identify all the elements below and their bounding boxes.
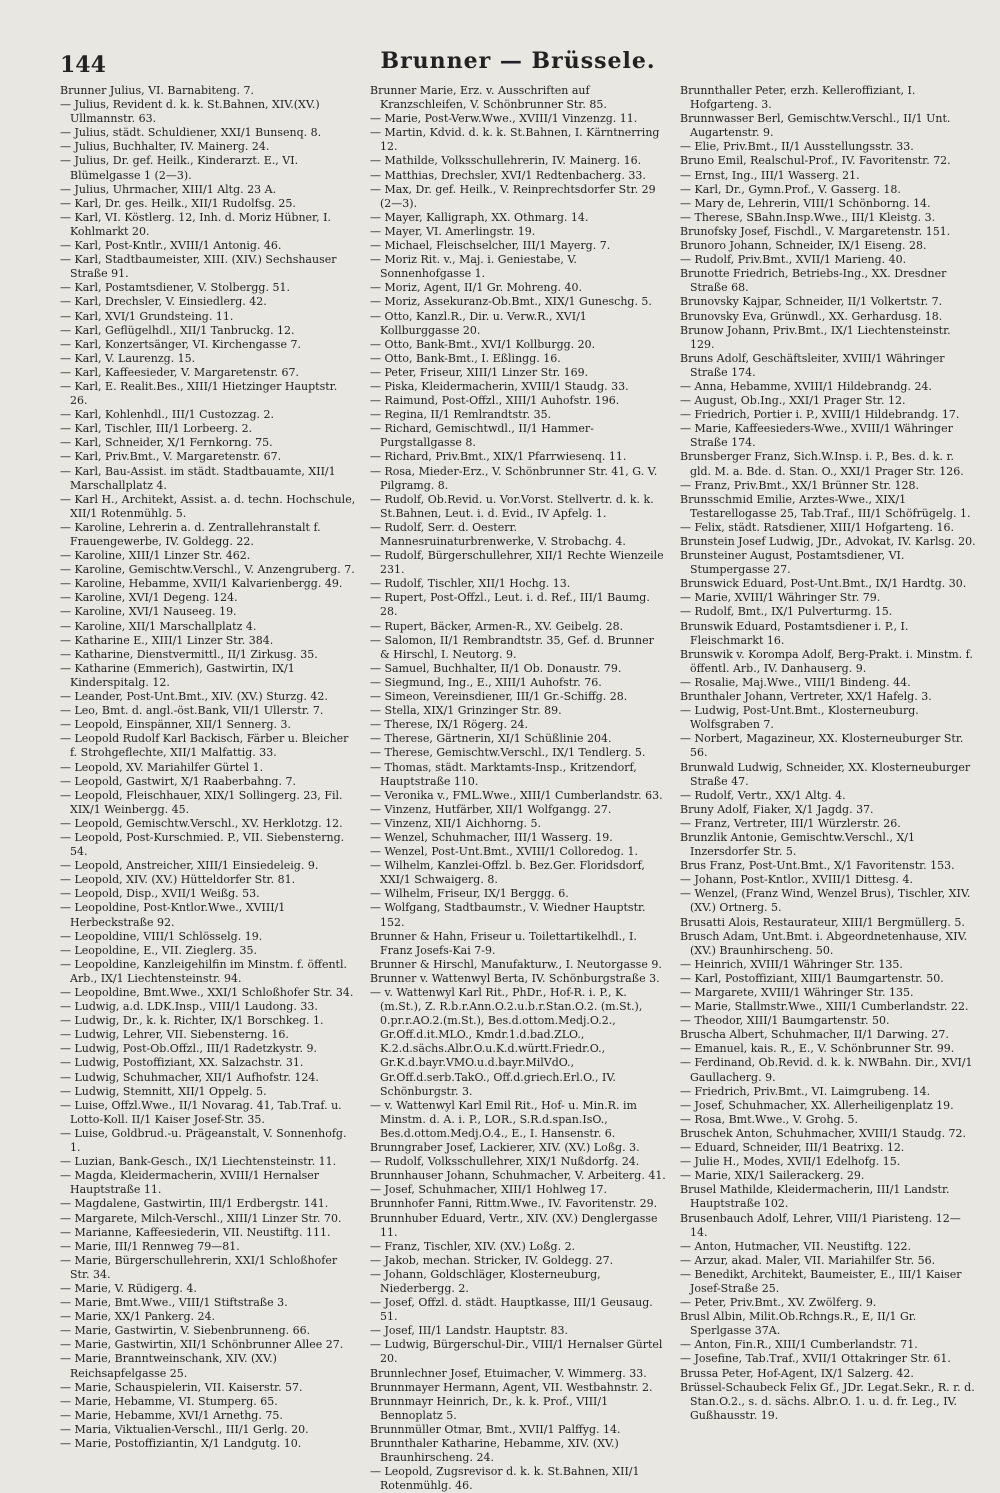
directory-entry: — Karl, Dr., Gymn.Prof., V. Gasserg. 18. xyxy=(680,182,901,196)
directory-entry: — Marie, Gastwirtin, V. Siebenbrunneng. 66. xyxy=(60,1324,311,1338)
directory-entry: — Johann, Goldschläger, Klosterneuburg, Niederbergg. 2. xyxy=(370,1267,601,1295)
directory-entry: — Karl, Schneider, X/1 Fernkorng. 75. xyxy=(60,436,273,450)
directory-entry: — Peter, Friseur, XIII/1 Linzer Str. 169. xyxy=(370,365,589,379)
directory-entry: — Ernst, Ing., III/1 Wasserg. 21. xyxy=(680,168,860,182)
directory-entry: — Franz, Priv.Bmt., XX/1 Brünner Str. 128. xyxy=(680,478,920,492)
directory-entry: — Salomon, II/1 Rembrandtstr. 35, Gef. d. Brunner & Hirschl, I. Neutorg. 9. xyxy=(370,633,654,661)
directory-entry: — Leo, Bmt. d. angl.-öst.Bank, VII/1 Ullerstr. 7. xyxy=(60,704,324,718)
directory-entry: Brunsschmid Emilie, Arztes-Wwe., XIX/1 Testarellogasse 25, Tab.Traf., III/1 Schöfrügelg. 1. xyxy=(680,492,971,520)
directory-entry: — Katharine (Emmerich), Gastwirtin, IX/1 Kinderspitalg. 12. xyxy=(60,661,295,689)
directory-entry: — Marie, XIX/1 Sailerackerg. 29. xyxy=(680,1169,865,1183)
directory-entry: — Karoline, XIII/1 Linzer Str. 462. xyxy=(60,549,251,563)
directory-entry: — Anna, Hebamme, XVIII/1 Hildebrandg. 24. xyxy=(680,379,932,393)
directory-entry: — Otto, Bank-Bmt., XVI/1 Kollburgg. 20. xyxy=(370,337,596,351)
directory-entry: Brunnhofer Fanni, Rittm.Wwe., IV. Favoritenstr. 29. xyxy=(370,1197,658,1211)
directory-entry: Brunnmayr Heinrich, Dr., k. k. Prof., VIII/1 Bennoplatz 5. xyxy=(370,1394,609,1422)
directory-entry: — Ludwig, Dr., k. k. Richter, IX/1 Borschkeg. 1. xyxy=(60,1014,324,1028)
directory-entry: — Siegmund, Ing., E., XIII/1 Auhofstr. 76. xyxy=(370,675,602,689)
directory-entry: — Marie, XX/1 Pankerg. 24. xyxy=(60,1310,215,1324)
directory-entry: — Mathilde, Volksschullehrerin, IV. Mainerg. 16. xyxy=(370,154,642,168)
directory-entry: — Ludwig, a.d. LDK.Insp., VIII/1 Laudong. 33. xyxy=(60,1000,318,1014)
directory-entry: Brunotte Friedrich, Betriebs-Ing., XX. Dresdner Straße 68. xyxy=(680,267,947,295)
directory-entry: — v. Wattenwyl Karl Emil Rit., Hof- u. Min.R. im Minstm. d. A. i. P., LOR., S.R.d.span.IsO., Bes.d.ottom.Medj.O.4., E., I. Hansenstr. 6. xyxy=(370,1098,637,1140)
directory-entry: — Rudolf, Tischler, XII/1 Hochg. 13. xyxy=(370,577,571,591)
directory-entry: — Emanuel, kais. R., E., V. Schönbrunner Str. 99. xyxy=(680,1042,955,1056)
directory-entry: — Benedikt, Architekt, Baumeister, E., III/1 Kaiser Josef-Straße 25. xyxy=(680,1267,962,1295)
directory-entry: — Rudolf, Volksschullehrer, XIX/1 Nußdorfg. 24. xyxy=(370,1155,640,1169)
directory-entry: — Marie, Schauspielerin, VII. Kaiserstr. 57. xyxy=(60,1380,303,1394)
directory-entry: — Norbert, Magazineur, XX. Klosterneuburger Str. 56. xyxy=(680,732,964,760)
directory-entry: — Moriz, Assekuranz-Ob.Bmt., XIX/1 Guneschg. 5. xyxy=(370,295,652,309)
directory-entry: — Rupert, Bäcker, Armen-R., XV. Geibelg. 28. xyxy=(370,619,624,633)
directory-entry: — Piska, Kleidermacherin, XVIII/1 Staudg. 33. xyxy=(370,379,629,393)
directory-entry: — Franz, Vertreter, III/1 Würzlerstr. 26. xyxy=(680,816,901,830)
directory-entry: — Karoline, Gemischtw.Verschl., V. Anzengruberg. 7. xyxy=(60,563,355,577)
directory-entry: — Marie, Kaffeesieders-Wwe., XVIII/1 Währinger Straße 174. xyxy=(680,422,953,450)
directory-entry: — Marie, V. Rüdigerg. 4. xyxy=(60,1281,197,1295)
directory-entry: Brunnmüller Otmar, Bmt., XVII/1 Palffyg. 14. xyxy=(370,1422,621,1436)
directory-entry: Brunthaler Johann, Vertreter, XX/1 Hafelg. 3. xyxy=(680,690,932,704)
directory-entry: — Karoline, XVI/1 Nauseeg. 19. xyxy=(60,605,237,619)
directory-entry: — Luise, Goldbrud.-u. Prägeanstalt, V. Sonnenhofg. 1. xyxy=(60,1126,347,1155)
directory-entry: Bruschek Anton, Schuhmacher, XVIII/1 Staudg. 72. xyxy=(680,1126,967,1140)
directory-entry: Brunstein Josef Ludwig, JDr., Advokat, IV. Karlsg. 20. xyxy=(680,535,976,548)
directory-entry: Bruno Emil, Realschul-Prof., IV. Favoritenstr. 72. xyxy=(680,154,951,168)
directory-entry: Brusenbauch Adolf, Lehrer, VIII/1 Piaristeng. 12—14. xyxy=(680,1211,961,1239)
directory-entry: — Marie, III/1 Rennweg 79—81. xyxy=(60,1239,240,1253)
directory-entry: — Leopoldine, Kanzleigehilfin im Minstm. f. öffentl. Arb., IX/1 Liechtensteinstr. 94. xyxy=(60,957,347,985)
directory-entry: — Ludwig, Stemnitt, XII/1 Oppelg. 5. xyxy=(60,1084,267,1098)
directory-entry: — Julius, Uhrmacher, XIII/1 Altg. 23 A. xyxy=(60,182,277,196)
directory-entry: Brunnhuber Eduard, Vertr., XIV. (XV.) Denglergasse 11. xyxy=(370,1211,658,1239)
directory-entry: — v. Wattenwyl Karl Rit., PhDr., Hof-R. i. P., K.(m.St.), Z. R.b.r.Ann.O.2.u.b.r.Stan.O.2. (m.St.), 0.pr.r.AO.2.(m.St.), Bes.d.ottom.Medj.O.2., Gr.Off.d.it.MLO., Kmdr.1.d.bad.ZLO., K.2.d.sächs.Albr.O.u.K.d.württ.Friedr.O., Gr.K.d.bayr.VMO.u.d.bayr.MilVdO., Gr.Off.d.serb.TakO., Off.d.griech.Erl.O., IV. Schönburgstr. 3. xyxy=(370,986,643,1098)
directory-entry: — Leopold, Gastwirt, X/1 Raaberbahng. 7. xyxy=(60,774,296,788)
directory-entry: — Leopoldine, VIII/1 Schlösselg. 19. xyxy=(60,929,263,943)
directory-entry: — Karl, Kaffeesieder, V. Margaretenstr. 67. xyxy=(60,365,299,379)
directory-entry: — Rudolf, Bürgerschullehrer, XII/1 Rechte Wienzeile 231. xyxy=(370,549,664,577)
directory-entry: — Leander, Post-Unt.Bmt., XIV. (XV.) Sturzg. 42. xyxy=(60,690,328,704)
directory-entry: — Mayer, VI. Amerlingstr. 19. xyxy=(370,224,536,238)
directory-entry: — Marie, Gastwirtin, XII/1 Schönbrunner Allee 27. xyxy=(60,1338,344,1352)
directory-entry: Brus Franz, Post-Unt.Bmt., X/1 Favoritenstr. 153. xyxy=(680,859,955,873)
directory-entry: — Simeon, Vereinsdiener, III/1 Gr.-Schiffg. 28. xyxy=(370,690,628,704)
directory-entry: — Mayer, Kalligraph, XX. Othmarg. 14. xyxy=(370,210,589,224)
page-header xyxy=(60,40,976,80)
directory-entry: — Leopold, Einspänner, XII/1 Sennerg. 3. xyxy=(60,718,291,732)
directory-entry: — Josef, Schuhmacher, XX. Allerheiligenplatz 19. xyxy=(680,1098,954,1112)
directory-entry: — Marie, Postoffiziantin, X/1 Landgutg. 10. xyxy=(60,1437,302,1450)
directory-entry: — Richard, Priv.Bmt., XIX/1 Pfarrwiesenq. 11. xyxy=(370,450,627,464)
directory-entry: Brunzlik Antonie, Gemischtw.Verschl., X/1 Inzersdorfer Str. 5. xyxy=(680,830,915,859)
directory-entry: — Anton, Hutmacher, VII. Neustiftg. 122. xyxy=(680,1239,911,1253)
column-3 xyxy=(680,84,976,1493)
directory-entry: — Karl, Tischler, III/1 Lorbeerg. 2. xyxy=(60,422,253,436)
directory-entry: — Peter, Priv.Bmt., XV. Zwölferg. 9. xyxy=(680,1296,877,1310)
directory-entry: — Karl, V. Laurenzg. 15. xyxy=(60,351,196,365)
directory-entry: — Karoline, Lehrerin a. d. Zentrallehranstalt f. Frauengewerbe, IV. Goldegg. 22. xyxy=(60,520,321,548)
directory-entry: Brunovsky Kajpar, Schneider, II/1 Volkertstr. 7. xyxy=(680,295,943,309)
directory-entry: Brunwald Ludwig, Schneider, XX. Klosterneuburger Straße 47. xyxy=(680,760,971,788)
directory-entry: — Marie, Hebamme, XVI/1 Arnethg. 75. xyxy=(60,1408,283,1422)
directory-entry: Bruny Adolf, Fiaker, X/1 Jagdg. 37. xyxy=(680,802,874,816)
directory-entry: — Elie, Priv.Bmt., II/1 Ausstellungsstr. 33. xyxy=(680,140,914,154)
directory-entry: Brunswik v. Korompa Adolf, Berg-Prakt. i. Minstm. f. öffentl. Arb., IV. Danhauserg. 9. xyxy=(680,647,973,675)
directory-entry: — Karl, Geflügelhdl., XII/1 Tanbruckg. 12. xyxy=(60,323,295,337)
directory-entry: — Richard, Gemischtwdl., II/1 Hammer-Purgstallgasse 8. xyxy=(370,422,594,450)
directory-entry: Brusel Mathilde, Kleidermacherin, III/1 Landstr. Hauptstraße 102. xyxy=(680,1183,950,1211)
directory-entry: — Luise, Offzl.Wwe., II/1 Novarag. 41, Tab.Traf. u. Lotto-Koll. II/1 Kaiser Josef-Str. 35. xyxy=(60,1098,342,1126)
directory-entry: — Julius, Revident d. k. k. St.Bahnen, XIV.(XV.) Ullmannstr. 63. xyxy=(60,98,320,126)
columns xyxy=(60,84,976,1493)
directory-entry: — Rosalie, Maj.Wwe., VIII/1 Bindeng. 44. xyxy=(680,675,911,689)
directory-entry: Brunnlechner Josef, Etuimacher, V. Wimmerg. 33. xyxy=(370,1366,647,1380)
directory-entry: — Karl H., Architekt, Assist. a. d. techn. Hochschule, XII/1 Rotenmühlg. 5. xyxy=(60,492,356,520)
directory-entry: — Otto, Kanzl.R., Dir. u. Verw.R., XVI/1 Kollburggasse 20. xyxy=(370,309,587,337)
directory-entry: — Theodor, XIII/1 Baumgartenstr. 50. xyxy=(680,1014,890,1028)
directory-entry: — Thomas, städt. Marktamts-Insp., Kritzendorf, Hauptstraße 110. xyxy=(370,760,637,788)
directory-entry: — Leopoldine, Post-Kntlor.Wwe., XVIII/1 Herbeckstraße 92. xyxy=(60,901,286,929)
directory-entry: — Leopold Rudolf Karl Backisch, Färber u. Bleicher f. Strohgeflechte, XII/1 Malfattig. 33. xyxy=(60,732,349,760)
directory-entry: — Josef, Schuhmacher, XIII/1 Hohlweg 17. xyxy=(370,1183,607,1197)
directory-entry: — Leopold, Post-Kurschmied. P., VII. Siebensterng. 54. xyxy=(60,830,345,859)
directory-entry: — Julius, Dr. gef. Heilk., Kinderarzt. E., VI. Blümelgasse 1 (2—3). xyxy=(60,154,299,182)
directory-entry: Brusl Albin, Milit.Ob.Rchngs.R., E, II/1 Gr. Sperlgasse 37A. xyxy=(680,1310,917,1338)
directory-entry: — Mary de, Lehrerin, VIII/1 Schönborng. 14. xyxy=(680,196,931,210)
directory-entry: — Rudolf, Vertr., XX/1 Altg. 4. xyxy=(680,788,846,802)
directory-entry: — Franz, Tischler, XIV. (XV.) Loßg. 2. xyxy=(370,1239,576,1253)
directory-entry: — Jakob, mechan. Stricker, IV. Goldegg. 27. xyxy=(370,1253,614,1267)
page-number: 144 xyxy=(60,52,106,78)
directory-entry: — Vinzenz, Hutfärber, XII/1 Wolfgangg. 27. xyxy=(370,802,612,816)
directory-entry: — Karl, Dr. ges. Heilk., XII/1 Rudolfsg. 25. xyxy=(60,196,296,210)
directory-entry: — Marie, Hebamme, VI. Stumperg. 65. xyxy=(60,1394,278,1408)
directory-entry: Brunow Johann, Priv.Bmt., IX/1 Liechtensteinstr. 129. xyxy=(680,323,951,351)
page-title: Brunner — Brüssele. xyxy=(380,48,656,74)
directory-entry: — Ludwig, Postoffiziant, XX. Salzachstr. 31. xyxy=(60,1056,304,1070)
directory-entry: Bruscha Albert, Schuhmacher, II/1 Darwing. 27. xyxy=(680,1028,949,1042)
directory-entry: — Karl, Stadtbaumeister, XIII. (XIV.) Sechshauser Straße 91. xyxy=(60,253,337,281)
directory-entry: Brunngraber Josef, Lackierer, XIV. (XV.) Loßg. 3. xyxy=(370,1141,640,1155)
directory-entry: — Regina, II/1 Remlrandtstr. 35. xyxy=(370,408,552,422)
directory-entry: — Max, Dr. gef. Heilk., V. Reinprechtsdorfer Str. 29 (2—3). xyxy=(370,182,656,210)
directory-entry: — Marie, Stallmstr.Wwe., XIII/1 Cumberlandstr. 22. xyxy=(680,1000,969,1014)
directory-entry: — Leopold, Disp., XVII/1 Weißg. 53. xyxy=(60,887,260,901)
directory-entry: — Marie, Bmt.Wwe., VIII/1 Stiftstraße 3. xyxy=(60,1296,288,1310)
directory-entry: — Therese, SBahn.Insp.Wwe., III/1 Kleistg. 3. xyxy=(680,210,936,224)
directory-entry: Brunofsky Josef, Fischdl., V. Margaretenstr. 151. xyxy=(680,224,951,238)
column-1 xyxy=(60,84,356,1493)
directory-entry: — Josef, Offzl. d. städt. Hauptkasse, III/1 Geusaug. 51. xyxy=(370,1296,653,1324)
directory-entry: — Otto, Bank-Bmt., I. Eßlingg. 16. xyxy=(370,351,561,365)
directory-entry: — Leopoldine, Bmt.Wwe., XXI/1 Schloßhofer Str. 34. xyxy=(60,986,354,999)
directory-entry: Brunnthaller Peter, erzh. Kelleroffiziant, I. Hofgarteng. 3. xyxy=(680,84,916,112)
directory-entry: Brunnwasser Berl, Gemischtw.Verschl., II/1 Unt. Augartenstr. 9. xyxy=(680,112,951,140)
directory-entry: — Josefine, Tab.Traf., XVII/1 Ottakringer Str. 61. xyxy=(680,1352,951,1366)
directory-entry: — Therese, Gärtnerin, XI/1 Schüßlinie 204. xyxy=(370,732,612,746)
directory-entry: — Wenzel, Post-Unt.Bmt., XVIII/1 Colloredog. 1. xyxy=(370,845,639,859)
directory-entry: Brunner Marie, Erz. v. Ausschriften auf Kranzschleifen, V. Schönbrunner Str. 85. xyxy=(370,84,607,112)
directory-entry: — Therese, IX/1 Rögerg. 24. xyxy=(370,718,528,732)
directory-entry: — Johann, Post-Kntlor., XVIII/1 Dittesg. 4. xyxy=(680,873,913,887)
directory-entry: — Marie, Bürgerschullehrerin, XXI/1 Schloßhofer Str. 34. xyxy=(60,1253,338,1281)
directory-entry: — Stella, XIX/1 Grinzinger Str. 89. xyxy=(370,704,562,718)
directory-entry: — Karl, Postoffiziant, XIII/1 Baumgartenstr. 50. xyxy=(680,971,944,985)
directory-entry: — Samuel, Buchhalter, II/1 Ob. Donaustr. 79. xyxy=(370,661,622,675)
directory-entry: — Leopoldine, E., VII. Zieglerg. 35. xyxy=(60,943,257,957)
directory-entry: — Julius, Buchhalter, IV. Mainerg. 24. xyxy=(60,140,270,154)
directory-entry: — Maria, Viktualien-Verschl., III/1 Gerlg. 20. xyxy=(60,1422,309,1436)
directory-entry: — Julie H., Modes, XVII/1 Edelhofg. 15. xyxy=(680,1155,901,1169)
directory-entry: — Ludwig, Post-Unt.Bmt., Klosterneuburg. Wolfsgraben 7. xyxy=(680,704,919,732)
directory-entry: — Wenzel, Schuhmacher, III/1 Wasserg. 19. xyxy=(370,830,613,844)
column-2 xyxy=(370,84,666,1493)
directory-entry: — Magdalene, Gastwirtin, III/1 Erdbergstr. 141. xyxy=(60,1197,329,1211)
directory-entry: — Karl, Postamtsdiener, V. Stolbergg. 51. xyxy=(60,281,290,295)
directory-entry: — Wilhelm, Friseur, IX/1 Berggg. 6. xyxy=(370,887,569,901)
directory-entry: — Marie, XVIII/1 Währinger Str. 79. xyxy=(680,591,881,605)
directory-entry: — Julius, städt. Schuldiener, XXI/1 Bunsenq. 8. xyxy=(60,126,322,140)
directory-entry: Brusatti Alois, Restaurateur, XIII/1 Bergmüllerg. 5. xyxy=(680,915,965,929)
directory-entry: Brüssel-Schaubeck Felix Gf., JDr. Legat.Sekr., R. r. d. Stan.O.2., s. d. sächs. Albr.O. 1. u. d. fr. Leg., IV. Gußhausstr. 19. xyxy=(680,1380,975,1422)
directory-entry: — Rudolf, Priv.Bmt., XVII/1 Marieng. 40. xyxy=(680,253,907,267)
directory-entry: — Leopold, Anstreicher, XIII/1 Einsiedeleig. 9. xyxy=(60,859,319,873)
directory-entry: — Eduard, Schneider, III/1 Beatrixg. 12. xyxy=(680,1141,905,1155)
directory-entry: — Katharine, Dienstvermittl., II/1 Zirkusg. 35. xyxy=(60,647,318,661)
directory-entry: — Katharine E., XIII/1 Linzer Str. 384. xyxy=(60,633,274,647)
directory-entry: — Ludwig, Schuhmacher, XII/1 Aufhofstr. 124. xyxy=(60,1070,319,1084)
directory-entry: — Rudolf, Ob.Revid. u. Vor.Vorst. Stellvertr. d. k. k. St.Bahnen, Leut. i. d. Evid., IV Apfelg. 1. xyxy=(370,492,654,520)
directory-entry: Brunnthaler Katharine, Hebamme, XIV. (XV.) Braunhirscheng. 24. xyxy=(370,1437,619,1465)
directory-entry: — Wolfgang, Stadtbaumstr., V. Wiedner Hauptstr. 152. xyxy=(370,901,646,929)
directory-entry: — Therese, Gemischtw.Verschl., IX/1 Tendlerg. 5. xyxy=(370,746,646,760)
directory-entry: — Karl, Post-Kntlr., XVIII/1 Antonig. 46. xyxy=(60,239,282,253)
directory-entry: — August, Ob.Ing., XXI/1 Prager Str. 12. xyxy=(680,394,906,408)
directory-entry: — Marianne, Kaffeesiederin, VII. Neustiftg. 111. xyxy=(60,1225,331,1239)
directory-entry: — Vinzenz, XII/1 Aichhorng. 5. xyxy=(370,816,542,830)
directory-entry: — Moriz Rit. v., Maj. i. Geniestabe, V. Sonnenhofgasse 1. xyxy=(370,253,577,281)
directory-entry: — Leopold, XV. Mariahilfer Gürtel 1. xyxy=(60,760,264,774)
directory-entry: — Karl, Priv.Bmt., V. Margaretenstr. 67. xyxy=(60,450,282,464)
directory-entry: — Leopold, Zugsrevisor d. k. k. St.Bahnen, XII/1 Rotenmühlg. 46. xyxy=(370,1465,640,1493)
directory-entry: — Ludwig, Lehrer, VII. Siebensterng. 16. xyxy=(60,1028,289,1042)
directory-entry: — Felix, städt. Ratsdiener, XIII/1 Hofgarteng. 16. xyxy=(680,520,954,534)
directory-entry: — Veronika v., FML.Wwe., XIII/1 Cumberlandstr. 63. xyxy=(370,788,663,802)
directory-entry: Brunnmayer Hermann, Agent, VII. Westbahnstr. 2. xyxy=(370,1380,653,1394)
directory-entry: — Ludwig, Post-Ob.Offzl., III/1 Radetzkystr. 9. xyxy=(60,1042,318,1056)
directory-entry: — Leopold, XIV. (XV.) Hütteldorfer Str. 81. xyxy=(60,873,296,887)
directory-entry: Brunovsky Eva, Grünwdl., XX. Gerhardusg. 18. xyxy=(680,309,943,323)
directory-entry: — Anton, Fin.R., XIII/1 Cumberlandstr. 71. xyxy=(680,1338,918,1352)
directory-entry: — Rudolf, Bmt., IX/1 Pulverturmg. 15. xyxy=(680,605,893,619)
directory-entry: Brunsberger Franz, Sich.W.Insp. i. P., Bes. d. k. r. gld. M. a. Bde. d. Stan. O., XXI/1 Prager Str. 126. xyxy=(680,450,964,478)
directory-entry: — Margarete, Milch-Verschl., XIII/1 Linzer Str. 70. xyxy=(60,1211,342,1225)
directory-entry: — Martin, Kdvid. d. k. k. St.Bahnen, I. Kärntnerring 12. xyxy=(370,126,660,154)
directory-entry: — Wenzel, (Franz Wind, Wenzel Brus), Tischler, XIV. (XV.) Ortnerg. 5. xyxy=(680,887,971,915)
directory-entry: Brunnhauser Johann, Schuhmacher, V. Arbeiterg. 41. xyxy=(370,1169,666,1183)
directory-entry: — Josef, III/1 Landstr. Hauptstr. 83. xyxy=(370,1324,568,1338)
directory-entry: — Arzur, akad. Maler, VII. Mariahilfer Str. 56. xyxy=(680,1253,936,1267)
directory-entry: Brunner & Hahn, Friseur u. Toilettartikelhdl., I. Franz Josefs-Kai 7-9. xyxy=(370,929,637,957)
directory-entry: — Friedrich, Portier i. P., XVIII/1 Hildebrandg. 17. xyxy=(680,408,960,422)
directory-entry: Brunner Julius, VI. Barnabiteng. 7. xyxy=(60,84,255,97)
directory-entry: — Rudolf, Serr. d. Oesterr. Mannesruinaturbrenwerke, V. Strobachg. 4. xyxy=(370,520,626,548)
directory-entry: Brunswik Eduard, Postamtsdiener i. P., I. Fleischmarkt 16. xyxy=(680,619,909,647)
directory-entry: — Karl, VI. Köstlerg. 12, Inh. d. Moriz Hübner, I. Kohlmarkt 20. xyxy=(60,210,331,238)
directory-entry: — Karoline, XVI/1 Degeng. 124. xyxy=(60,591,238,605)
directory-entry: — Leopold, Gemischtw.Verschl., XV. Herklotzg. 12. xyxy=(60,816,343,830)
directory-entry: Brunner & Hirschl, Manufakturw., I. Neutorgasse 9. xyxy=(370,957,662,971)
directory-entry: — Margarete, XVIII/1 Währinger Str. 135. xyxy=(680,986,914,999)
directory-entry: — Karl, E. Realit.Bes., XIII/1 Hietzinger Hauptstr. 26. xyxy=(60,379,338,408)
directory-entry: — Rosa, Mieder-Erz., V. Schönbrunner Str. 41, G. V. Pilgramg. 8. xyxy=(370,464,658,492)
directory-entry: — Karl, Kohlenhdl., III/1 Custozzag. 2. xyxy=(60,408,275,422)
directory-entry: — Moriz, Agent, II/1 Gr. Mohreng. 40. xyxy=(370,281,583,295)
directory-entry: Brunoro Johann, Schneider, IX/1 Eiseng. 28. xyxy=(680,239,927,253)
directory-entry: — Ferdinand, Ob.Revid. d. k. k. NWBahn. Dir., XVI/1 Gaullacherg. 9. xyxy=(680,1056,973,1084)
directory-entry: — Luzian, Bank-Gesch., IX/1 Liechtensteinstr. 11. xyxy=(60,1155,337,1169)
directory-entry: — Leopold, Fleischhauer, XIX/1 Sollingerg. 23, Fil. XIX/1 Weinbergg. 45. xyxy=(60,788,343,816)
directory-entry: — Friedrich, Priv.Bmt., VI. Laimgrubeng. 14. xyxy=(680,1084,931,1098)
directory-entry: — Marie, Branntweinschank, XIV. (XV.) Reichsapfelgasse 25. xyxy=(60,1352,277,1380)
directory-entry: — Rosa, Bmt.Wwe., V. Grohg. 5. xyxy=(680,1112,859,1126)
directory-entry: Brunswick Eduard, Post-Unt.Bmt., IX/1 Hardtg. 30. xyxy=(680,577,967,591)
directory-entry: — Matthias, Drechsler, XVI/1 Redtenbacherg. 33. xyxy=(370,168,646,182)
directory-entry: — Karl, XVI/1 Grundsteing. 11. xyxy=(60,309,234,323)
directory-entry: — Rupert, Post-Offzl., Leut. i. d. Ref., III/1 Baumg. 28. xyxy=(370,591,650,619)
directory-entry: — Karl, Drechsler, V. Einsiedlerg. 42. xyxy=(60,295,267,309)
directory-entry: — Karl, Konzertsänger, VI. Kirchengasse 7. xyxy=(60,337,302,351)
directory-entry: — Karl, Bau-Assist. im städt. Stadtbauamte, XII/1 Marschallplatz 4. xyxy=(60,464,336,492)
directory-entry: — Karoline, XII/1 Marschallplatz 4. xyxy=(60,619,257,633)
directory-entry: — Marie, Post-Verw.Wwe., XVIII/1 Vinzenzg. 11. xyxy=(370,112,638,126)
directory-entry: — Raimund, Post-Offzl., XIII/1 Auhofstr. 196. xyxy=(370,394,620,408)
directory-entry: — Karoline, Hebamme, XVII/1 Kalvarienbergg. 49. xyxy=(60,577,343,591)
directory-entry: Bruns Adolf, Geschäftsleiter, XVIII/1 Währinger Straße 174. xyxy=(680,351,945,379)
directory-entry: — Magda, Kleidermacherin, XVIII/1 Hernalser Hauptstraße 11. xyxy=(60,1169,320,1197)
directory-entry: Brusch Adam, Unt.Bmt. i. Abgeordnetenhause, XIV. (XV.) Braunhirscheng. 50. xyxy=(680,929,968,957)
directory-entry: Brunsteiner August, Postamtsdiener, VI. Stumpergasse 27. xyxy=(680,549,905,577)
directory-entry: — Wilhelm, Kanzlei-Offzl. b. Bez.Ger. Floridsdorf, XXI/1 Schwaigerg. 8. xyxy=(370,859,645,887)
directory-entry: — Heinrich, XVIII/1 Währinger Str. 135. xyxy=(680,957,903,971)
directory-entry: Brunner v. Wattenwyl Berta, IV. Schönburgstraße 3. xyxy=(370,971,660,985)
directory-entry: — Michael, Fleischselcher, III/1 Mayerg. 7. xyxy=(370,239,611,253)
directory-entry: Brussa Peter, Hof-Agent, IX/1 Salzerg. 42. xyxy=(680,1366,914,1380)
directory-entry: — Ludwig, Bürgerschul-Dir., VIII/1 Hernalser Gürtel 20. xyxy=(370,1338,663,1366)
